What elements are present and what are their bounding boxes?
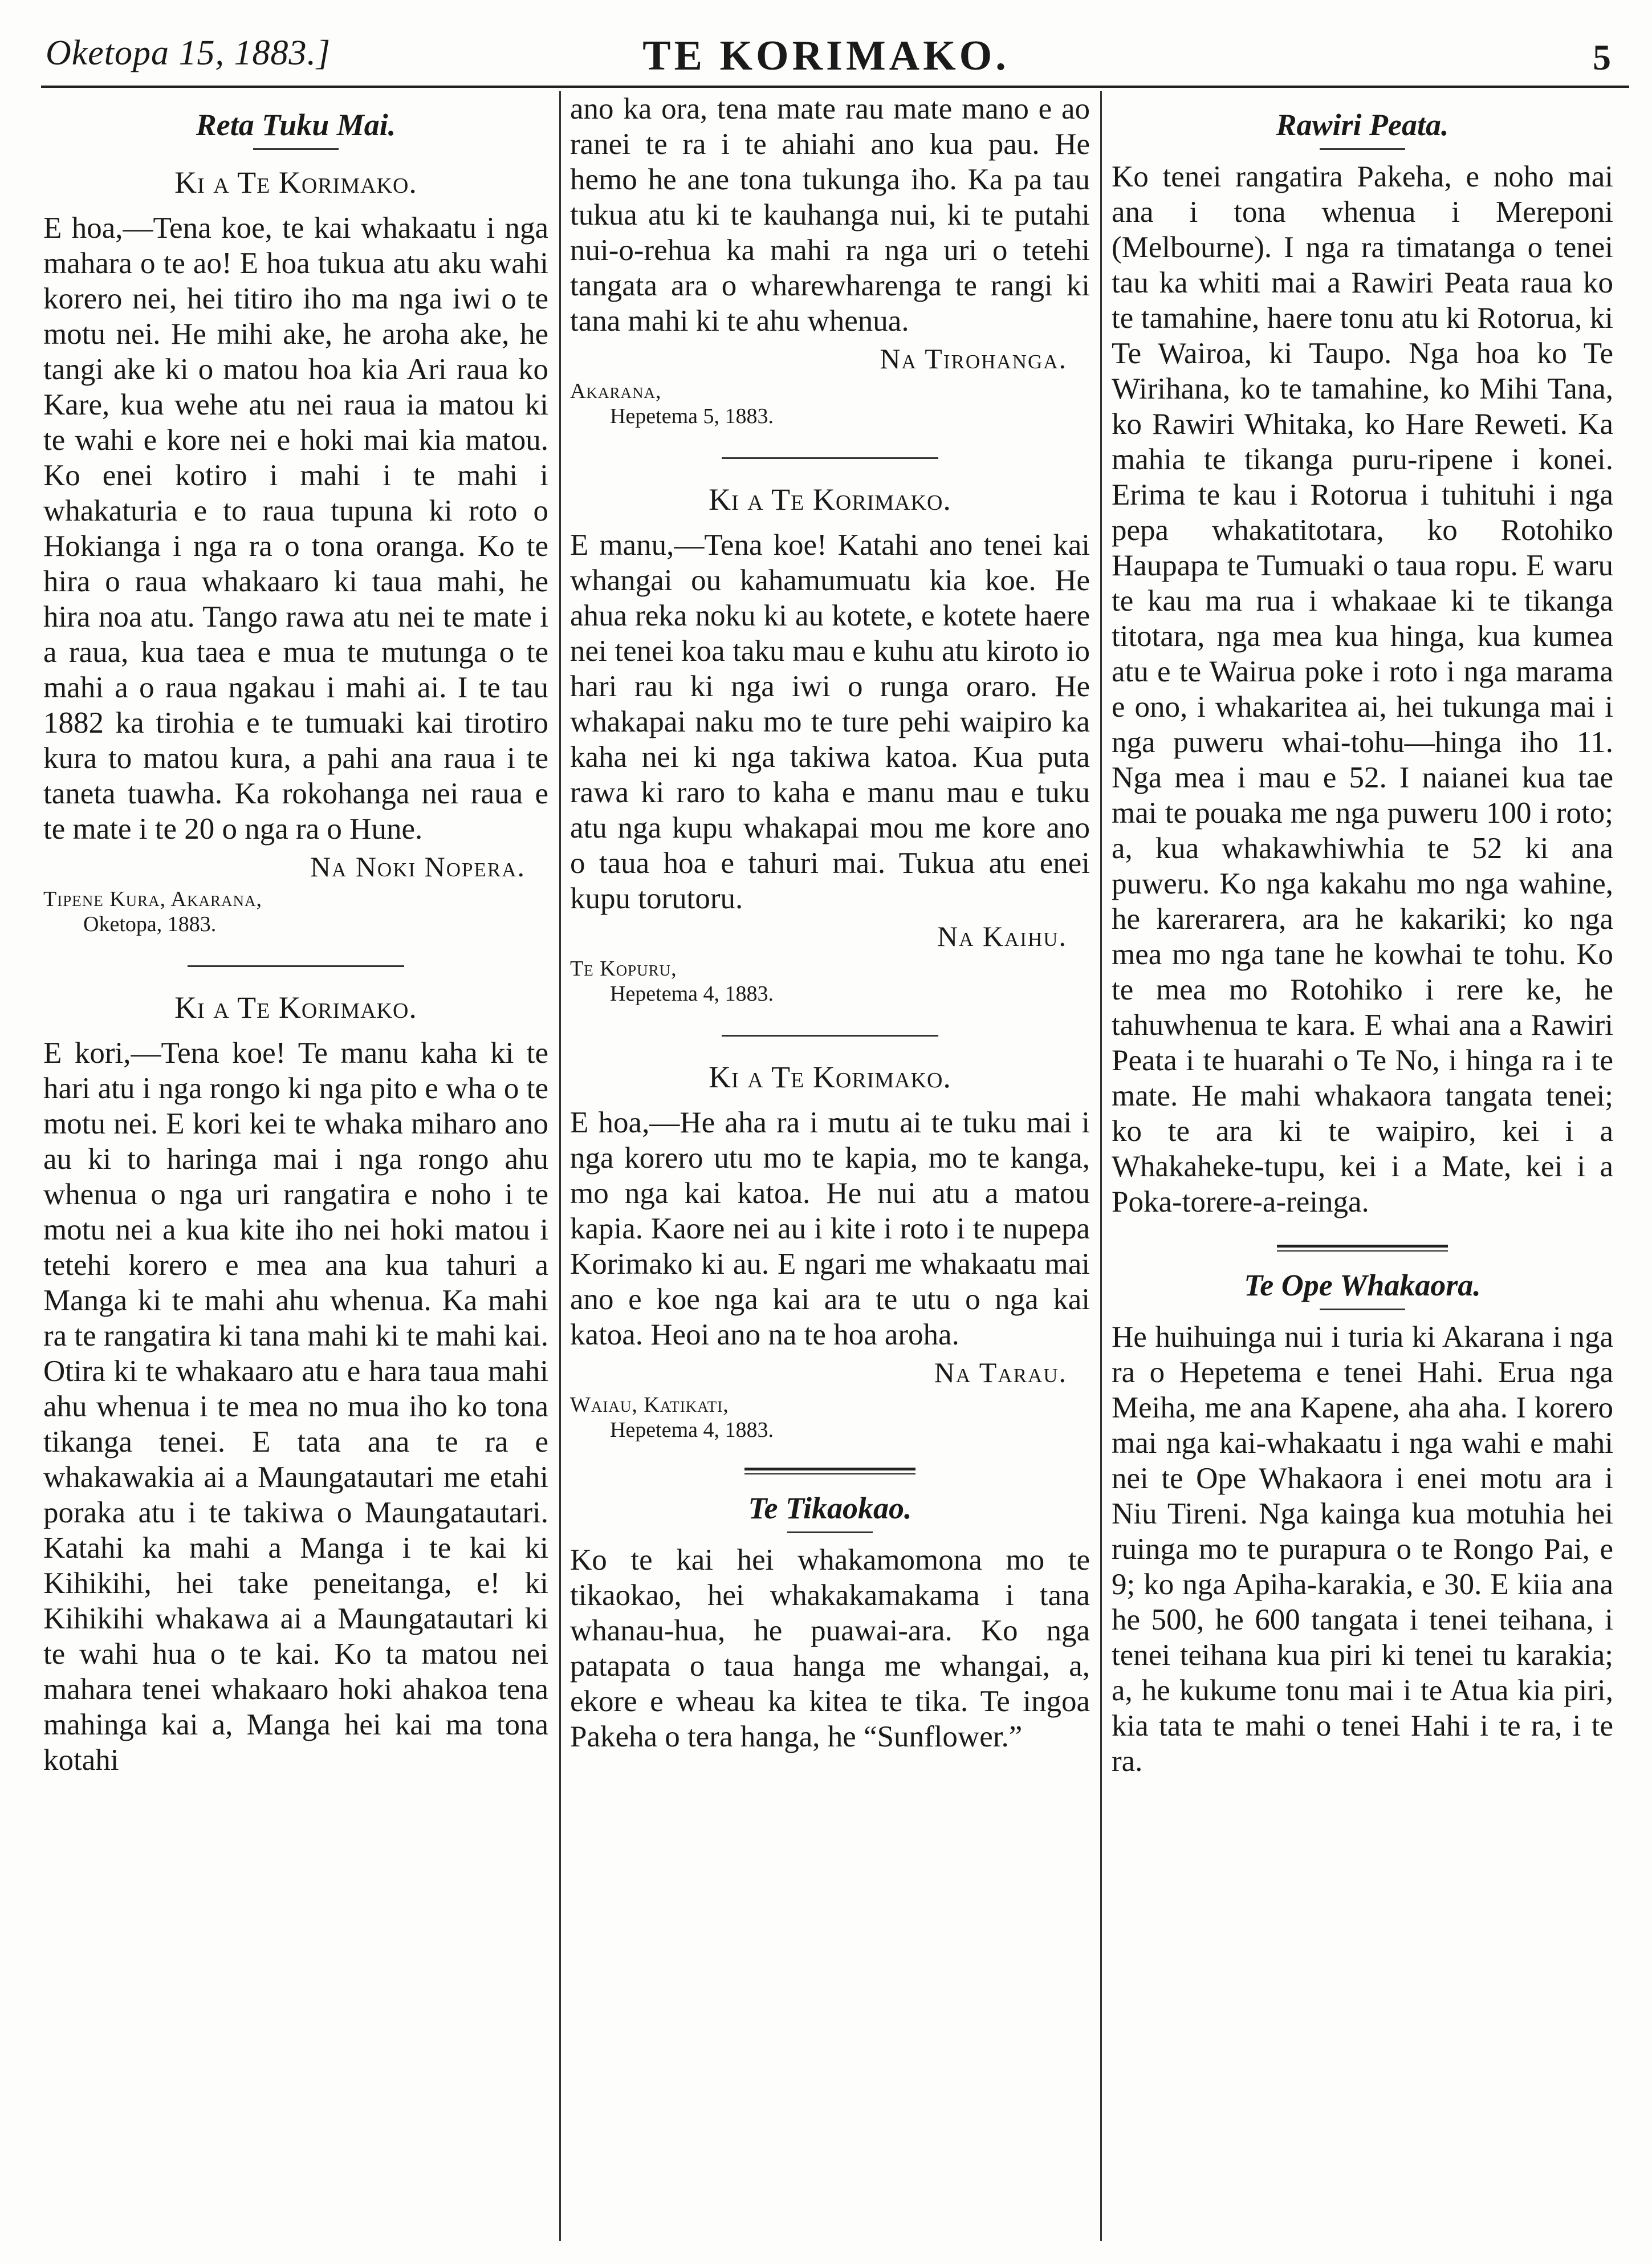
title-rule [1320,148,1405,150]
separator-rule [722,457,938,459]
newspaper-title: TE KORIMAKO. [642,32,1010,79]
article-body: Ko te kai hei whakamomona mo te tikaokao, hei whakakamakama i tana whanau-hua, he puawai-ara. Ko nga patapata o taua hanga me whangai, a, ekore e wheau ka kitea te tika. Te ingoa Pakeha o tera hanga, he “Sunflower.” [570,1543,1090,1753]
separator-rule [188,965,404,967]
letter-address: Ki a Te Korimako. [174,165,417,200]
header-rule [41,86,1629,88]
letter-address: Ki a Te Korimako. [174,990,417,1025]
letter-date: Hepetema 4, 1883. [610,1418,774,1442]
title-rule [253,148,339,150]
section-title: Reta Tuku Mai. [196,108,396,142]
article-body: He huihuinga nui i turia ki Akarana i nga ra o Hepetema e tenei Hahi. Erua nga Meiha, me ana Kapene, aha aha. I korero mai nga kai-whakaatu i nga wahi e mahi nei te Ope Whakaora i enei motu ara i Niu Tireni. Nga kainga kua motuhia hei ruinga mo te purapura o te Rongo Pai, e 9; ko nga Apiha-karakia, e 30. E kiia ana he 500, he 600 tangata i tenei teihana, i tenei teihana kua piri ki tenei tu karakia; a, he kukume tonu mai i te Atua kia piri, kia tata te mahi o tenei Hahi i te ra, i te ra. [1112,1321,1613,1778]
letter-address: Ki a Te Korimako. [709,1060,951,1094]
separator-rule [722,1035,938,1037]
article-title: Te Ope Whakaora. [1244,1268,1481,1302]
letter-continuation: ano ka ora, tena mate rau mate mano e ao ranei te ra i te ahiahi ano kua pau. He hemo he ane tona tukunga iho. Ka pa tau tukua atu ki te kauhanga nui, ki te putahi nui-o-rehua ka mahi ra nga uri o tetehi tangata ara o wharewharenga te rangi ki tana mahi ki te ahu whenua. [570,92,1090,338]
letter-date: Oketopa, 1883. [83,912,217,936]
letter-signature: Na Tarau. [934,1356,1067,1388]
letter-date: Hepetema 4, 1883. [610,982,774,1006]
letter-body: E kori,—Tena koe! Te manu kaha ki te hari atu i nga rongo ki nga pito e wha o te motu nei. E kori kei te whaka miharo ano au ki to haringa mai i nga rongo ahu whenua o nga uri rangatira e noho i te motu nei a kua kite iho nei hoki matou i tetehi korero e mea ana kua tahuri a Manga ki te mahi ahu whenua. Ka mahi ra te rangatira ki tana mahi ki te mahi kai. Otira ki te whakaaro atu e hara taua mahi ahu whenua i te mea no mua iho ko tona tikanga tenei. E tata ana te ra e whakawakia ai a Maungatautari me etahi poraka atu i te takiwa o Maungatautari. Katahi ka mahi a Manga i te kai ki Kihikihi, hei take peneitanga, e! ki Kihikihi whakawa ai a Maungatautari ki te wahi hua o te kai. Ko ta matou nei mahara tenei whakaaro hoki ahakoa tena mahinga kai a, Manga hei kai ma tona kotahi [43,1037,548,1777]
column-3 [1112,91,1613,2241]
letter-place: Akarana, [570,379,662,403]
double-rule [1277,1245,1448,1252]
column-divider [559,91,561,2241]
letter-body: E hoa,—He aha ra i mutu ai te tuku mai i nga korero utu mo te kapia, mo te kanga, mo nga kai katoa. He nui atu a matou kapia. Kaore nei au i kite i roto i te nupepa Korimako ki au. E ngari me whakaatu mai ano e koe nga kai ara te utu o nga kai katoa. Heoi ano na te hoa aroha. [570,1106,1090,1351]
title-rule [1320,1309,1405,1310]
issue-date: Oketopa 15, 1883.] [46,34,331,72]
double-rule [744,1468,915,1474]
column-divider [1100,91,1102,2241]
column-2 [570,91,1090,2241]
letter-signature: Na Kaihu. [937,920,1067,952]
letter-place: Waiau, Katikati, [570,1393,729,1417]
letter-address: Ki a Te Korimako. [709,482,951,517]
letter-signature: Na Noki Nopera. [310,851,526,883]
letter-body: E hoa,—Tena koe, te kai whakaatu i nga mahara o te ao! E hoa tukua atu aku wahi korero nei, hei titiro iho ma nga iwi o te motu nei. He mihi ake, he aroha ake, he tangi ake ki o matou hoa kia Ari raua ko Kare, kua wehe atu nei raua ia matou ki te wahi e kore nei e hoki mai kia matou. Ko enei kotiro i mahi i te mahi i whakaturia e to raua tupuna ki roto o Hokianga i nga ra o tona oranga. Ko te hira o raua whakaaro ki taua mahi, he hira noa atu. Tango rawa atu nei te mate i a raua, kua taea e mua te mutunga o te mahi a o raua ngakau i mahi ai. I te tau 1882 ka tirohia e te tumuaki kai tirotiro kura to matou kura, a pahi ana raua i te taneta tuawha. Ka rokohanga nei raua e te mate i te 20 o nga ra o Hune. [43,212,548,846]
page-header [0,0,1652,86]
article-body: Ko tenei rangatira Pakeha, e noho mai ana i tona whenua i Mereponi (Melbourne). I nga ra timatanga o tenei tau ka whiti mai a Rawiri Peata raua ko te tamahine, haere tonu atu ki Rotorua, ki Te Wairoa, ki Taupo. Nga hoa ko Te Wirihana, ko te tamahine, ko Mihi Tana, ko Rawiri Whitaka, ko Hare Reweti. Ka mahia te tikanga puru-ripene i konei. Erima te kau i Rotorua i tuhituhi i nga pepa whakatitotara, ko Rotohiko Haupapa te Tumuaki o taua ropu. E waru te kau ma rua i whakaae ki te tikanga titotara, nga mea kua hinga, kua kumea atu e te Wairua poke i roto i nga marama e ono, i whakaritea ai, hei tukunga mai i nga puweru whai-tohu—hinga iho 11. Nga mea i mau e 52. I naianei kua tae mai te pouaka me nga puweru 100 i roto; a, kua whakawhiwhia te 52 ki ana puweru. Ko nga kakahu mo nga wahine, he karerarera, ara he kakariki; ko nga mea mo nga tane he kowhai te tohu. Ko te mea mo Rotohiko i rere ke, he tahuwhenua te kara. E whai ana a Rawiri Peata i te huarahi o Te No, i hinga ra i te mate. He mahi whakaora tangata tenei; ko te ara ki te waipiro, kei i a Whakaheke-tupu, kei i a Mate, kei i a Poka-torere-a-reinga. [1112,160,1613,1218]
article-title: Te Tikaokao. [748,1491,912,1525]
letter-body: E manu,—Tena koe! Katahi ano tenei kai whangai ou kahamumuatu kia koe. He ahua reka noku ki au kotete, e kotete haere nei tenei koa taku mau e kuhu atu kiroto io hari rau ki nga iwi o runga oraro. He whakapai naku mo te ture pehi waipiro ka kaha nei ki nga takiwa katoa. Kua puta rawa ki raro to kaha e manu mau e tuku atu nga kupu whakapai mou me kore ano o taua hoa e tahuri mai. Tukua atu enei kupu torutoru. [570,529,1090,915]
letter-place: Tipene Kura, Akarana, [43,887,262,911]
letter-date: Hepetema 5, 1883. [610,404,774,428]
letter-signature: Na Tirohanga. [880,343,1067,375]
page-number: 5 [1593,37,1611,78]
article-title: Rawiri Peata. [1276,108,1449,142]
letter-place: Te Kopuru, [570,957,677,981]
title-rule [787,1531,873,1533]
column-1 [43,91,548,2241]
